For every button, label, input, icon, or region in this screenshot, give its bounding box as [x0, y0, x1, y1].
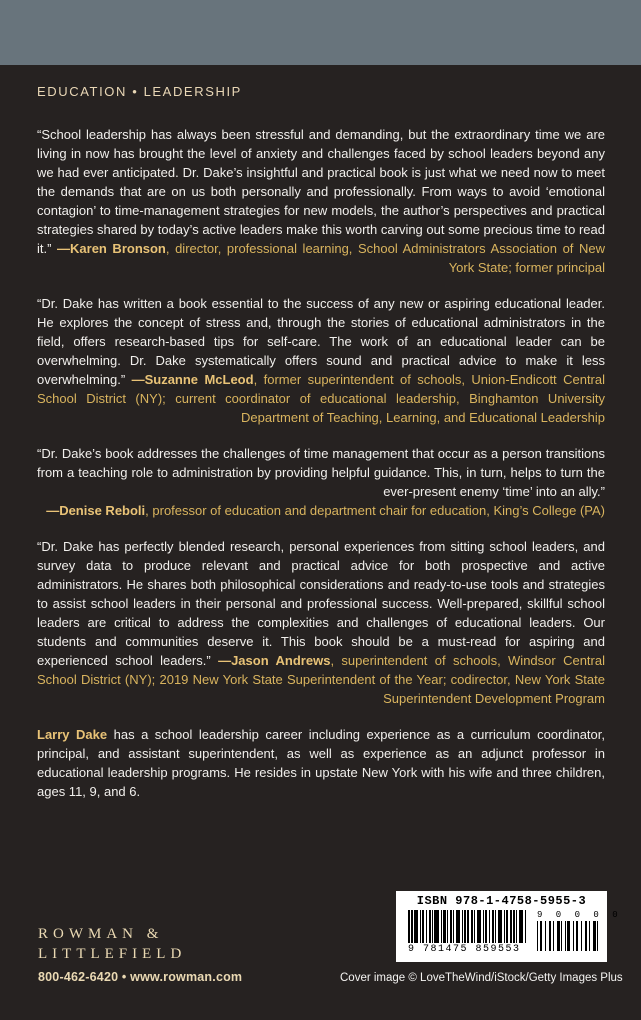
endorser-name: —Jason Andrews [218, 653, 331, 668]
endorsement-quote-3 [37, 444, 605, 520]
endorsement-quote-1 [37, 125, 605, 277]
endorser-name: —Karen Bronson [57, 241, 166, 256]
quote-text: “Dr. Dake has written a book essential to the success of any new or aspiring educational leader. He explores the concept of stress and, through the stories of educational administrators in the field, offers research-based tips for self-care. The work of an educational leader can be overwhelming. Dr. Dake systematically offers sound and practical advice to make it less overwhelming.” [37, 296, 605, 387]
isbn-label: ISBN 978-1-4758-5955-3 [416, 894, 587, 908]
endorser-role: , director, professional learning, School Administrators Association of New York State; former principal [165, 241, 605, 275]
author-bio-text: has a school leadership career including experience as a curriculum coordinator, principal, and assistant superintendent, as well as experience as an adjunct professor in educational leadership programs. He resides in upstate New York with his wife and three children, ages 11, 9, and 6. [37, 727, 605, 799]
barcode-bars [408, 910, 526, 943]
publisher-logo [38, 924, 242, 984]
endorser-role: , former superintendent of schools, Union-Endicott Central School District (NY); current coordinator of educational leadership, Binghamton University Department of Teaching, Learning, and Educational Leadership [37, 372, 606, 425]
quote-text: “Dr. Dake has perfectly blended research, personal experiences from sitting school leaders, and survey data to produce relevant and practical advice for both prospective and active administrators. He shares both philosophical considerations and ready-to-use tools and strategies to assist school leaders in their personal and professional success. Well-prepared, skillful school leaders are critical to address the complexities and challenges of educational leaders. Our students and communities deserve it. This book should be a must-read for aspiring and experienced school leaders.” [37, 539, 605, 668]
author-bio [37, 725, 605, 801]
back-cover-content [37, 84, 605, 801]
barcode-supplement [537, 910, 622, 955]
endorser-name: —Denise Reboli [46, 503, 146, 518]
quote-text: “School leadership has always been stressful and demanding, but the extraordinary time we are living in now has brought the level of anxiety and challenges faced by school leaders beyond any we had ever anticipated. Dr. Dake’s insightful and practical book is just what we need now to meet the demands that are on us both personally and professionally. From ways to avoid ‘emotional contagion’ to time-management strategies for new models, the author’s perspectives and practical strategies shared by today’s active leaders make this worth carving out some precious time to read it.” [37, 127, 605, 256]
category-label: EDUCATION • LEADERSHIP [37, 84, 242, 99]
isbn-barcode-box [396, 891, 622, 962]
publisher-contact: 800-462-6420 • www.rowman.com [38, 970, 243, 984]
supplement-digits: 9 0 0 0 0 [537, 910, 622, 920]
cover-top-band [0, 0, 641, 65]
author-name: Larry Dake [37, 727, 108, 742]
endorsement-quote-4 [37, 537, 605, 708]
endorser-role: , superintendent of schools, Windsor Central School District (NY); 2019 New York State Superintendent of the Year; codirector, New York State Superintendent Development Program [37, 653, 605, 706]
endorser-role: , professor of education and department chair for education, King’s College (PA) [145, 503, 605, 518]
ean13-barcode [408, 910, 526, 955]
publisher-name-line2: LITTLEFIELD [38, 946, 187, 962]
endorsement-quote-2 [37, 294, 605, 427]
publisher-name-line1: ROWMAN & [38, 926, 164, 942]
cover-image-credit: Cover image © LoveTheWind/iStock/Getty Images Plus [340, 972, 623, 984]
quote-text: “Dr. Dake’s book addresses the challenges of time management that occur as a person transitions from a teaching role to administration by providing helpful guidance. This, in turn, helps to turn the ever-present enemy ‘time’ into an ally.” [37, 446, 605, 499]
ean13-digits: 9 781475 859553 [408, 944, 521, 955]
supplement-bars [537, 921, 599, 951]
endorser-name: —Suzanne McLeod [131, 372, 254, 387]
barcode-bars-row [396, 908, 622, 955]
